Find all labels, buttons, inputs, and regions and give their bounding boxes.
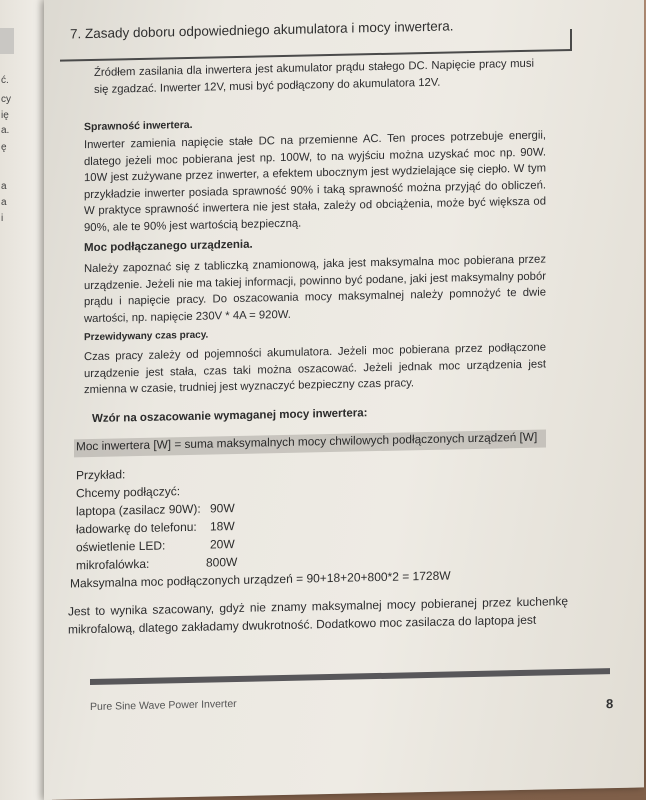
- runtime-title: Przewidywany czas pracy.: [84, 329, 209, 344]
- page-number: 8: [606, 696, 614, 712]
- intro-paragraph: Źródłem zasilania dla inwertera jest akumulator prądu stałego DC. Napięcie pracy musi się zgadzać. Inwerter 12V, musi być podłączony do akumulatora 12V.: [94, 57, 534, 96]
- section-heading: 7. Zasady doboru odpowiedniego akumulatora i mocy inwertera.: [70, 18, 454, 42]
- document-page: [44, 0, 644, 800]
- adjacent-text-fragment: i: [1, 213, 4, 224]
- adjacent-page-bar: [0, 28, 14, 54]
- footer-title: Pure Sine Wave Power Inverter: [90, 697, 237, 714]
- example-total: Maksymalna moc podłączonych urządzeń = 90+18+20+800*2 = 1728W: [70, 568, 451, 591]
- adjacent-text-fragment: a: [1, 181, 7, 192]
- example-item-value: 20W: [210, 537, 235, 552]
- example-item-name: mikrofalówka:: [76, 556, 150, 573]
- adjacent-text-fragment: ię: [1, 110, 9, 121]
- footer-rule: [90, 668, 610, 685]
- runtime-paragraph: Czas pracy zależy od pojemności akumulatora. Jeżeli moc pobierana przez podłączone urządzenie jest stała, czas taki można oszacować. Jeżeli jednak moc urządzenia jest zmienna w czasie, trudniej jest wyznaczyć bezpieczny czas pracy.: [84, 341, 546, 397]
- example-item-value: 800W: [206, 554, 238, 570]
- formula-title: Wzór na oszacowanie wymaganej mocy inwertera:: [92, 407, 368, 425]
- adjacent-text-fragment: cy: [1, 94, 11, 105]
- example-label: Przykład:: [76, 467, 126, 483]
- efficiency-title: Sprawność inwertera.: [84, 118, 193, 134]
- example-item-value: 18W: [210, 519, 235, 534]
- device-power-paragraph: Należy zapoznać się z tabliczką znamionową, jaka jest maksymalna moc pobierana przez urządzenie. Jeżeli nie ma takiej informacji, powinno być podane, jaki jest maksymalny pobór prądu i napięcie pracy. Do oszacowania mocy maksymalnej należy pomnożyć te dwie wartości, np. napięcie 230V * 4A = 920W.: [84, 253, 546, 325]
- adjacent-text-fragment: ę: [1, 142, 7, 153]
- example-item-name: laptopa (zasilacz 90W):: [76, 501, 201, 519]
- example-item-value: 90W: [210, 501, 235, 516]
- example-intro: Chcemy podłączyć:: [76, 484, 181, 501]
- efficiency-paragraph: Inwerter zamienia napięcie stałe DC na przemienne AC. Ten proces potrzebuje energii, dlatego jeżeli moc pobierana jest np. 100W, to na wyjściu można uzyskać moc np. 90W. 10W jest zużywane przez inwerter, a efektem ubocznym jest wydzielające się ciepło. W tym przykładzie inwerter posiada sprawność 90% i taką sprawność można przyjąć do obliczeń. W praktyce sprawność inwertera nie jest stała, zależy od obciążenia, może być większa od 90%, ale te 90% jest wartością bezpieczną.: [84, 129, 546, 234]
- device-power-title: Moc podłączanego urządzenia.: [84, 238, 253, 255]
- example-item-name: oświetlenie LED:: [76, 538, 166, 555]
- adjacent-text-fragment: a.: [1, 125, 10, 136]
- adjacent-text-fragment: a: [1, 197, 7, 208]
- closing-paragraph: Jest to wynika szacowany, gdyż nie znamy maksymalnej mocy pobieranej przez kuchenkę mikrofalową, dlatego zakładamy dwukrotność. Dodatkowo moc zasilacza do laptopa jest: [68, 594, 568, 637]
- adjacent-text-fragment: ć.: [1, 75, 9, 86]
- example-item-name: ładowarkę do telefonu:: [76, 519, 197, 537]
- formula-text: Moc inwertera [W] = suma maksymalnych mocy chwilowych podłączonych urządzeń [W]: [76, 429, 538, 454]
